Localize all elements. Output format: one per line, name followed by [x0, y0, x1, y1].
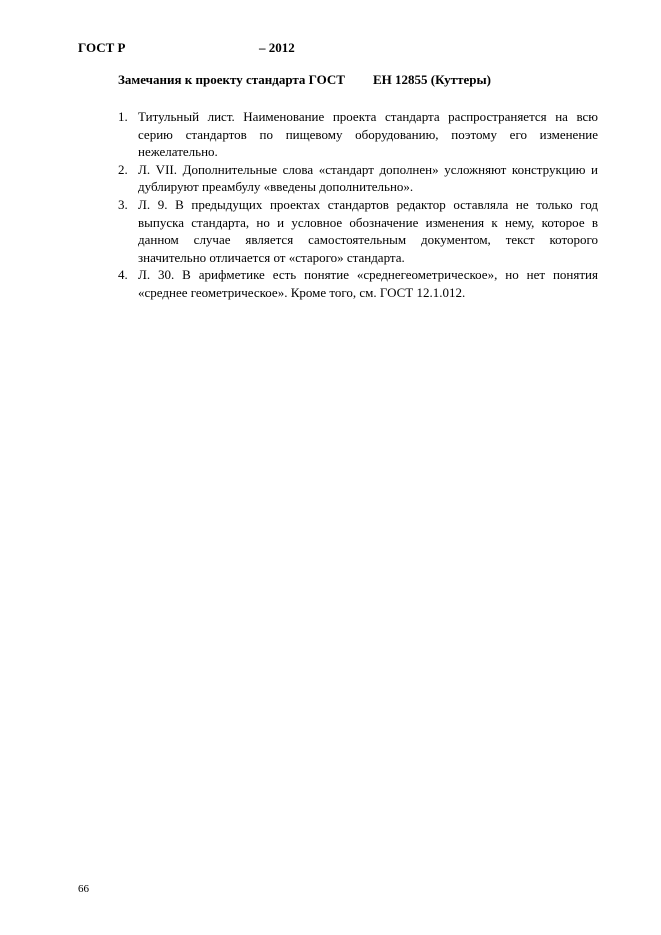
page-number: 66: [78, 883, 89, 895]
title-part-1: Замечания к проекту стандарта ГОСТ: [118, 72, 345, 87]
running-header: [78, 40, 338, 58]
header-gost-label: ГОСТ Р: [78, 40, 126, 55]
list-item: [118, 108, 598, 161]
item-number: 1.: [118, 109, 128, 124]
item-number: 3.: [118, 196, 128, 212]
item-text: Л. 30. В арифметике есть понятие «среднегеометрическое», но нет понятия «среднее геометрическое». Кроме того, см. ГОСТ 12.1.012.: [138, 267, 598, 300]
item-number: 2.: [118, 161, 128, 177]
list-item: [118, 161, 598, 196]
title-part-2: ЕН 12855 (Куттеры): [372, 72, 491, 87]
item-text: Титульный лист. Наименование проекта стандарта распространяется на всю серию стандартов по пищевому оборудованию, поэтому его изменение нежелательно.: [138, 109, 598, 160]
remarks-list: [118, 108, 598, 302]
list-item: [118, 266, 598, 301]
header-year: – 2012: [259, 40, 295, 55]
item-number: 4.: [118, 267, 128, 283]
list-item: [118, 196, 598, 266]
item-text: Л. VII. Дополнительные слова «стандарт дополнен» усложняют конструкцию и дублируют преамбулу «введены дополнительно».: [138, 161, 598, 195]
document-title: [118, 72, 491, 88]
item-text: Л. 9. В предыдущих проектах стандартов редактор оставляла не только год выпуска стандарта, но и условное обозначение изменения к нему, которое в данном случае является самостоятельным документом, текст которого значительно отличается от «старого» стандарта.: [138, 196, 598, 265]
